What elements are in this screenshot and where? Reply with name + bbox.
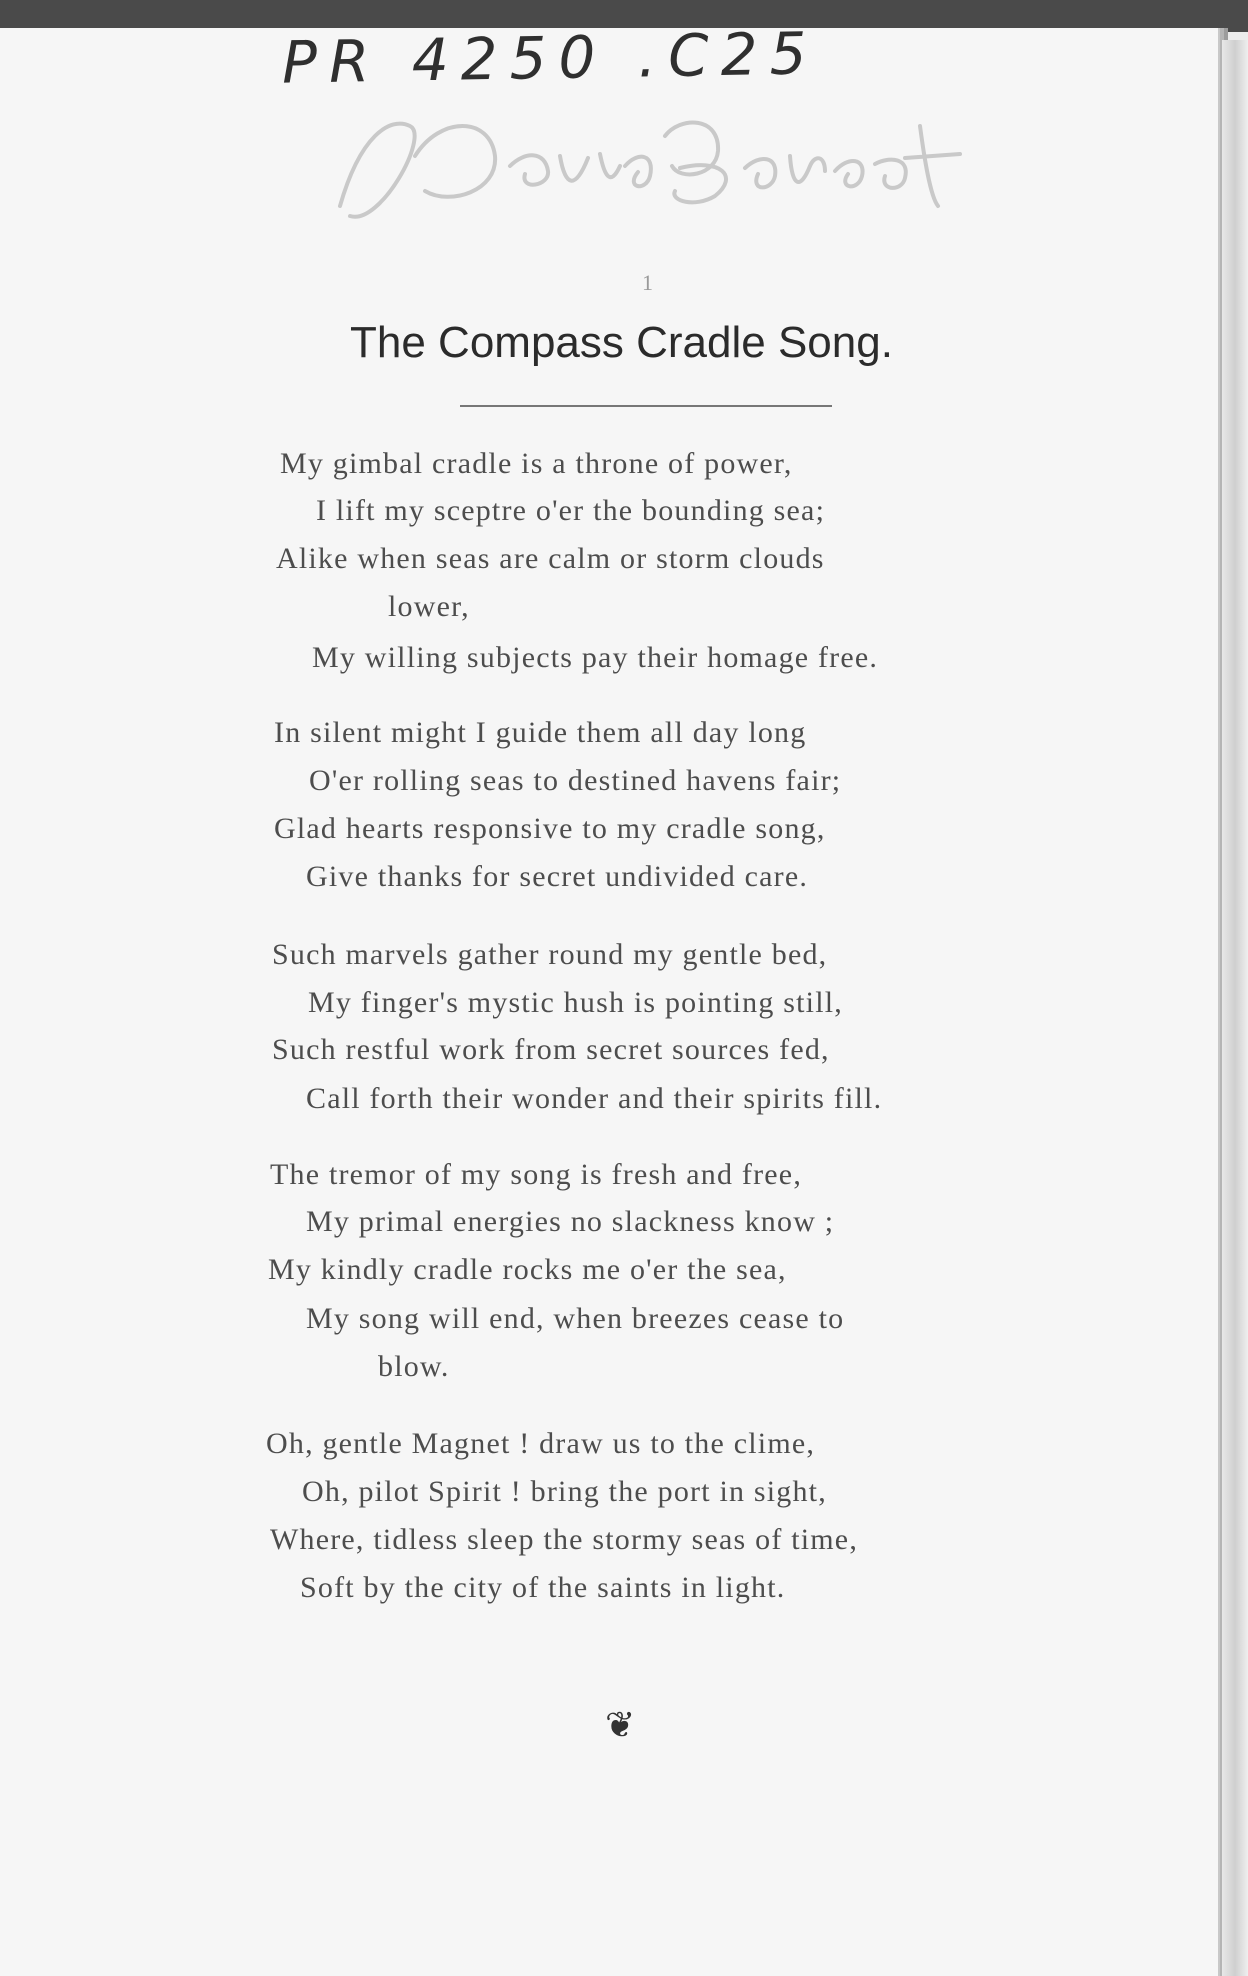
poem-line: The tremor of my song is fresh and free, xyxy=(270,1158,803,1191)
poem-line: Oh, pilot Spirit ! bring the port in sight, xyxy=(302,1475,827,1508)
poem-line: My finger's mystic hush is pointing still, xyxy=(308,986,843,1019)
poem-line: Call forth their wonder and their spirits fill. xyxy=(306,1082,883,1115)
poem-line: In silent might I guide them all day long xyxy=(274,716,807,749)
poem-line: Such marvels gather round my gentle bed, xyxy=(272,938,828,971)
poem-line: Soft by the city of the saints in light. xyxy=(300,1571,786,1604)
page-edge xyxy=(1222,40,1248,1976)
title-divider xyxy=(460,405,832,407)
poem-line: Alike when seas are calm or storm clouds xyxy=(276,542,825,575)
poem-line: Give thanks for secret undivided care. xyxy=(306,860,809,893)
poem-line: My primal energies no slackness know ; xyxy=(306,1205,835,1238)
poem-line: Such restful work from secret sources fed, xyxy=(272,1033,830,1066)
call-number: PR 4250 .C25 xyxy=(281,19,820,97)
poem-line: My kindly cradle rocks me o'er the sea, xyxy=(268,1253,787,1286)
fleuron-ornament: ❦ xyxy=(605,1705,636,1745)
poem-line: My song will end, when breezes cease to xyxy=(306,1302,845,1335)
signature xyxy=(320,96,1040,236)
poem-line: Oh, gentle Magnet ! draw us to the clime, xyxy=(266,1427,816,1460)
page-number: 1 xyxy=(642,270,653,295)
poem-line: Glad hearts responsive to my cradle song, xyxy=(274,812,826,845)
poem-line: My gimbal cradle is a throne of power, xyxy=(280,447,793,480)
poem-line: blow. xyxy=(378,1350,450,1383)
poem-line: Where, tidless sleep the stormy seas of time, xyxy=(270,1523,859,1556)
poem-line: O'er rolling seas to destined havens fair; xyxy=(309,764,842,797)
poem-line: My willing subjects pay their homage free. xyxy=(312,641,879,674)
poem-line: lower, xyxy=(388,590,470,623)
poem-line: I lift my sceptre o'er the bounding sea; xyxy=(316,494,826,527)
poem-title: The Compass Cradle Song. xyxy=(350,318,893,367)
